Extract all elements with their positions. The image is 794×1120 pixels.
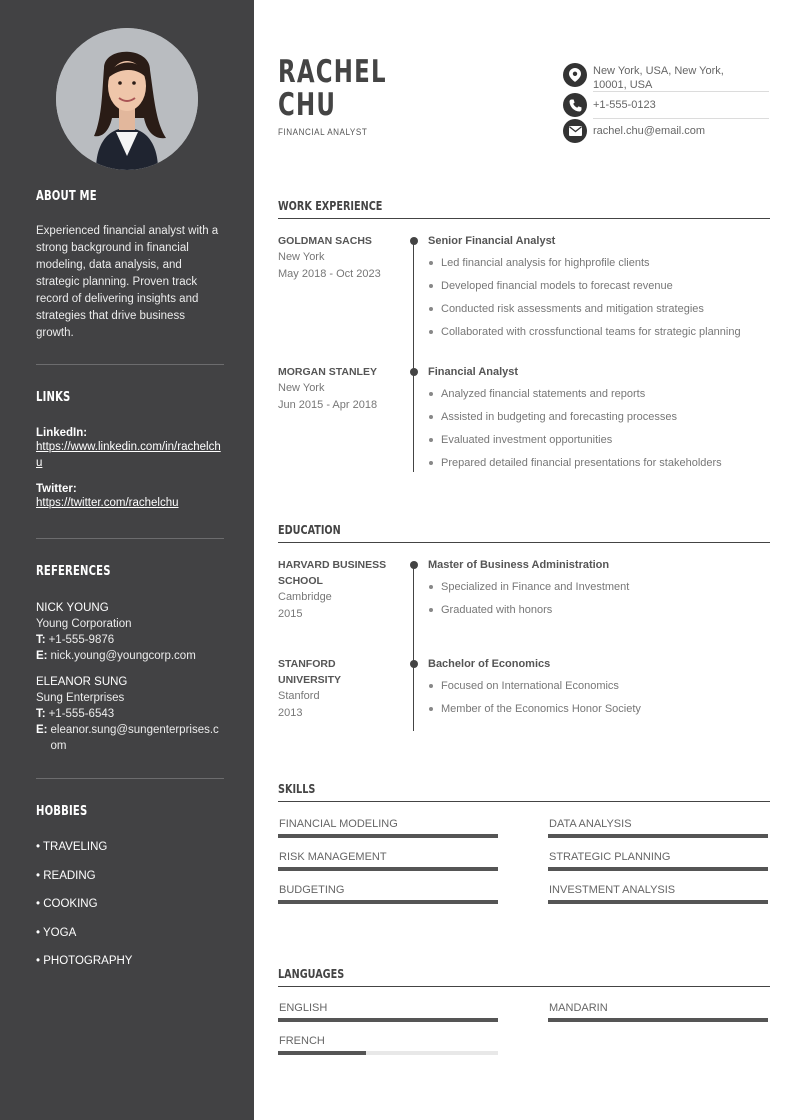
contact-email [563, 119, 769, 143]
reference-name: ELEANOR SUNG [36, 676, 128, 688]
bullet-item: Prepared detailed financial presentations for stakeholders [428, 456, 773, 479]
company-location: New York [278, 251, 325, 263]
education-entry-meta [278, 656, 358, 722]
timeline-line [413, 565, 414, 731]
reference-company: Young Corporation [36, 618, 132, 630]
profile-photo [56, 28, 198, 170]
skill-bar [548, 867, 768, 871]
language-name: MANDARIN [549, 1002, 608, 1014]
linkedin-link[interactable]: https://www.linkedin.com/in/rachelchu [36, 441, 221, 469]
bullet-item: Specialized in Finance and Investment [428, 580, 773, 603]
email-text[interactable]: rachel.chu@email.com [593, 125, 706, 137]
job-title: FINANCIAL ANALYST [278, 127, 368, 137]
contact-address [563, 63, 769, 92]
work-entry-meta [278, 364, 398, 414]
link-item-linkedin [36, 427, 224, 471]
reference-item [36, 600, 224, 664]
email-label: E: [36, 650, 48, 662]
hobby-item: • YOGA [36, 926, 77, 939]
reference-email-value[interactable]: eleanor.sung@sungenterprises.com [50, 724, 219, 752]
bullet-item: Graduated with honors [428, 603, 773, 626]
language-bar [278, 1051, 498, 1055]
bullet-item: Focused on International Economics [428, 679, 773, 702]
email-icon [563, 119, 587, 143]
skills-heading: SKILLS [278, 781, 316, 796]
bullet-item: Evaluated investment opportunities [428, 433, 773, 456]
reference-phone-value: +1-555-6543 [48, 708, 115, 720]
education-entry-meta [278, 557, 396, 623]
location-icon [563, 63, 587, 87]
section-rule [278, 542, 770, 543]
reference-phone-value: +1-555-9876 [48, 634, 115, 646]
work-entry-details [428, 365, 773, 479]
contact-divider [593, 91, 769, 92]
first-name: RACHEL [278, 54, 387, 90]
skill-item [548, 883, 768, 904]
education-heading: EDUCATION [278, 522, 341, 537]
reference-name: NICK YOUNG [36, 602, 109, 614]
graduation-year: 2015 [278, 608, 303, 620]
job-role: Senior Financial Analyst [428, 235, 556, 247]
skill-item [548, 817, 768, 838]
timeline-line [413, 241, 414, 472]
timeline-dot [410, 561, 418, 569]
twitter-link[interactable]: https://twitter.com/rachelchu [36, 497, 179, 509]
skill-name: STRATEGIC PLANNING [549, 851, 671, 863]
email-label: E: [36, 724, 48, 736]
language-bar [548, 1018, 768, 1022]
company-name: GOLDMAN SACHS [278, 235, 372, 247]
language-name: FRENCH [279, 1035, 325, 1047]
bullet-item: Assisted in budgeting and forecasting processes [428, 410, 773, 433]
skill-bar [548, 834, 768, 838]
language-item [278, 1001, 498, 1022]
skill-bar-fill [548, 900, 768, 904]
education-entry-details [428, 657, 773, 725]
school-location: Stanford [278, 690, 320, 702]
graduation-year: 2013 [278, 707, 303, 719]
skill-item [548, 850, 768, 871]
school-name: STANFORD UNIVERSITY [278, 658, 342, 686]
reference-phone [36, 706, 224, 722]
skill-bar-fill [548, 867, 768, 871]
school-name: HARVARD BUSINESS SCHOOL [278, 559, 387, 587]
skill-bar [278, 834, 498, 838]
about-heading: ABOUT ME [36, 189, 97, 204]
language-bar-fill [278, 1051, 366, 1055]
work-heading: WORK EXPERIENCE [278, 198, 383, 213]
skill-item [278, 850, 498, 871]
bullet-item: Conducted risk assessments and mitigation strategies [428, 302, 773, 325]
phone-label: T: [36, 634, 46, 646]
references-section [36, 564, 224, 754]
hobby-item: • READING [36, 869, 96, 882]
language-item [278, 1034, 498, 1055]
company-location: New York [278, 382, 325, 394]
last-name: CHU [278, 87, 337, 123]
company-name: MORGAN STANLEY [278, 366, 377, 378]
skill-bar [278, 900, 498, 904]
school-location: Cambridge [278, 591, 332, 603]
address-text: New York, USA, New York, 10001, USA [593, 65, 724, 91]
skill-name: INVESTMENT ANALYSIS [549, 884, 676, 896]
hobby-item: • PHOTOGRAPHY [36, 955, 133, 967]
employment-dates: Jun 2015 - Apr 2018 [278, 399, 378, 411]
link-label: LinkedIn: [36, 427, 88, 439]
bullet-item: Developed financial models to forecast revenue [428, 279, 773, 302]
contact-phone [563, 93, 769, 117]
bullet-item: Analyzed financial statements and reports [428, 387, 773, 410]
timeline-dot [410, 660, 418, 668]
job-role: Financial Analyst [428, 366, 519, 378]
link-label: Twitter: [36, 483, 77, 495]
work-entry-meta [278, 233, 398, 283]
language-bar-fill [278, 1018, 498, 1022]
sidebar [0, 0, 254, 1120]
links-section [36, 390, 224, 511]
degree-name: Bachelor of Economics [428, 658, 551, 670]
bullet-item: Led financial analysis for highprofile clients [428, 256, 773, 279]
employment-dates: May 2018 - Oct 2023 [278, 268, 381, 280]
phone-text: +1-555-0123 [593, 99, 656, 111]
education-entry-details [428, 558, 773, 626]
timeline-dot [410, 237, 418, 245]
language-bar [278, 1018, 498, 1022]
timeline-dot [410, 368, 418, 376]
reference-phone [36, 632, 224, 648]
language-name: ENGLISH [279, 1002, 328, 1014]
sidebar-divider [36, 778, 224, 779]
section-rule [278, 986, 770, 987]
section-rule [278, 801, 770, 802]
skill-name: RISK MANAGEMENT [279, 851, 387, 863]
skill-name: FINANCIAL MODELING [279, 818, 398, 830]
reference-company: Sung Enterprises [36, 692, 125, 704]
reference-email [36, 722, 224, 754]
hobby-item: • TRAVELING [36, 841, 108, 853]
language-item [548, 1001, 768, 1022]
hobby-item: • COOKING [36, 898, 98, 910]
language-bar-fill [548, 1018, 768, 1022]
reference-email-value[interactable]: nick.young@youngcorp.com [50, 650, 196, 662]
skill-bar [278, 867, 498, 871]
hobbies-section [36, 804, 224, 982]
reference-email [36, 648, 224, 664]
portrait-image [56, 28, 198, 170]
bullet-item: Member of the Economics Honor Society [428, 702, 773, 725]
bullet-item: Collaborated with crossfunctional teams for strategic planning [428, 325, 773, 348]
link-item-twitter [36, 483, 224, 511]
degree-name: Master of Business Administration [428, 559, 610, 571]
skill-bar-fill [278, 867, 498, 871]
reference-item [36, 674, 224, 754]
about-section [36, 189, 224, 342]
person-name [278, 56, 387, 122]
skill-bar-fill [278, 900, 498, 904]
languages-heading: LANGUAGES [278, 966, 345, 981]
references-heading: REFERENCES [36, 564, 111, 579]
about-text: Experienced financial analyst with a strong background in financial modeling, data analysis, and strategic planning. Proven track record of delivering insights and strategies that drive business growth. [36, 225, 219, 339]
sidebar-divider [36, 538, 224, 539]
skill-item [278, 883, 498, 904]
hobbies-heading: HOBBIES [36, 804, 88, 819]
skill-item [278, 817, 498, 838]
skill-name: DATA ANALYSIS [549, 818, 632, 830]
skill-name: BUDGETING [279, 884, 345, 896]
links-heading: LINKS [36, 390, 71, 405]
phone-icon [563, 93, 587, 117]
work-entry-details [428, 234, 773, 348]
sidebar-divider [36, 364, 224, 365]
skill-bar-fill [278, 834, 498, 838]
section-rule [278, 218, 770, 219]
skill-bar-fill [548, 834, 768, 838]
skill-bar [548, 900, 768, 904]
phone-label: T: [36, 708, 46, 720]
